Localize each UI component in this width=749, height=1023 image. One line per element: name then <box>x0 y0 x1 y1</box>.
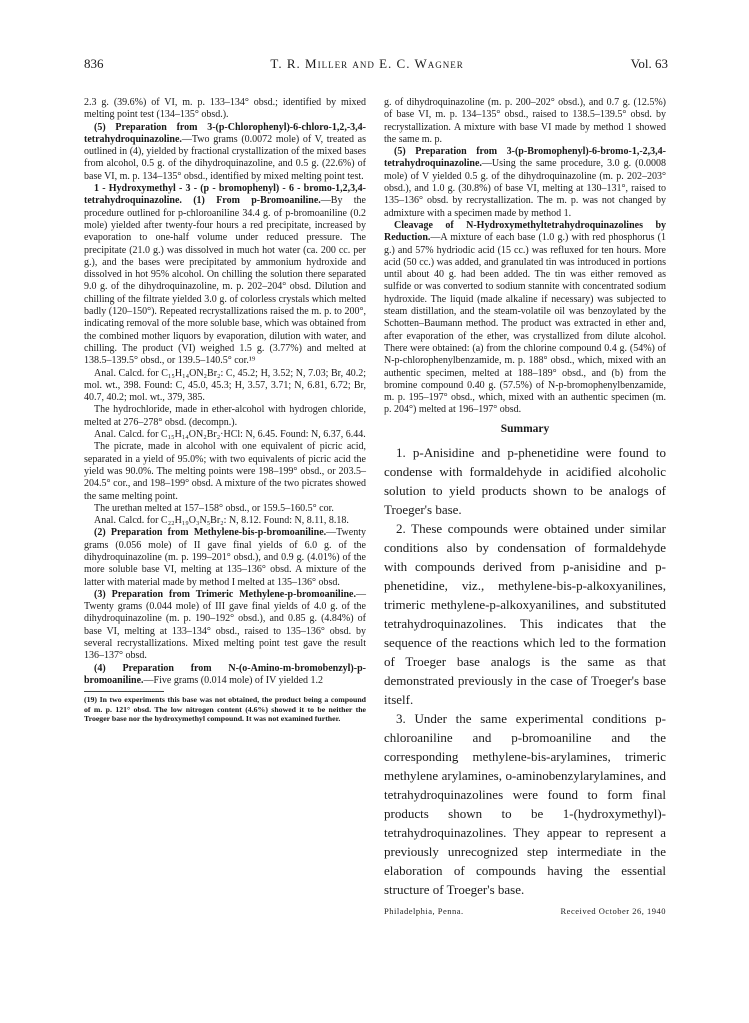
paragraph <box>84 183 366 367</box>
paragraph <box>384 220 666 417</box>
volume-label: Vol. 63 <box>630 56 668 71</box>
paragraph: 2.3 g. (39.6%) of VI, m. p. 133–134° obsd.; identified by mixed melting point test (134–135° obsd.). <box>84 97 366 121</box>
paragraph-text: —Five grams (0.014 mole) of IV yielded 1.2 <box>143 674 324 686</box>
location: Philadelphia, Penna. <box>384 906 464 917</box>
paragraph: The hydrochloride, made in ether-alcohol with hydrogen chloride, melted at 276–278° obsd. (decompn.). <box>84 404 366 428</box>
section-heading: (3) Preparation from Trimeric Methylene-p-bromoaniline. <box>94 588 356 600</box>
page-header <box>84 56 668 78</box>
running-title: T. R. Miller and E. C. Wagner <box>270 56 464 71</box>
signoff <box>384 905 666 917</box>
paragraph <box>84 122 366 183</box>
summary-section <box>384 443 666 899</box>
footnote: (19) In two experiments this base was not obtained, the product being a compound of m. p. 121° obsd. The low nitrogen content (4.6%) showed it to be neither the Troeger base nor the hydroxymethyl compound. It was not examined further. <box>84 695 366 724</box>
paragraph <box>84 663 366 688</box>
summary-item: 1. p-Anisidine and p-phenetidine were found to condense with formaldehyde in acidified alcoholic solution to yield products shown to be analogs of Troeger's base. <box>384 445 666 518</box>
paragraph: The urethan melted at 157–158° obsd., or 159.5–160.5° cor. <box>94 502 334 514</box>
right-column <box>384 97 666 917</box>
section-heading: 1 - Hydroxymethyl - 3 - (p - bromophenyl) - 6 - bromo-1,2,3,4-tetrahydroquinazoline. (1) From p-Bromoaniline. <box>84 183 366 207</box>
summary-heading: Summary <box>500 422 550 435</box>
section-heading: Cleavage of N-Hydroxymethyltetrahydroquinazolines by Reduction. <box>384 219 666 244</box>
analysis-paragraph: Anal. Calcd. for C₂₂H₁₉O₃N₅Br₂: N, 8.12. Found: N, 8.11, 8.18. <box>94 515 349 527</box>
summary-item: 2. These compounds were obtained under similar conditions also by condensation of formaldehyde with compounds derived from p-anisidine and p-phenetidine, viz., methylene-bis-p-alkoxyanilines, trimeric methylene-p-alkoxyanilines, and substituted tetrahydroquinazolines. This indicates that the sequence of the reactions which led to the formation of Troeger base analogs is the same as that demonstrated previously in the case of Troeger's base itself. <box>384 521 666 708</box>
paragraph-text: —A mixture of each base (1.0 g.) with red phosphorus (1 g.) and 57% hydriodic acid (15 cc.) was refluxed for ten hours. More acid (50 cc.) was added, and granulated tin was introduced in portions until about 40 g. had been added. The tin was either removed as sulfide or was converted to sodium stannite with concentrated sodium hydroxide. The liquid (made alkaline if necessary) was subjected to steam distillation, and the steam-volatile oil was benzoylated by the Schotten–Baumann method. The product was extracted in ether and, after evaporation of the ether, was crystallized from dilute alcohol. There were obtained: (a) from the chlorine compound 0.4 g. (54%) of N-p-chlorophenylbenzamide, m. p. 188° obsd., which, mixed with an authentic specimen, melted at 188–189° obsd., and (b) from the bromine compound 0.40 g. (57.5%) of N-p-bromophenylbenzamide, m. p. 195–197° obsd., which, mixed with an authentic specimen (m. p. 204°) melted at 196–197° obsd. <box>384 232 666 416</box>
section-heading: (5) Preparation from 3-(p-Bromophenyl)-6-bromo-1,-2,3,4-tetrahydroquinazoline. <box>384 146 666 170</box>
paragraph-text: —Twenty grams (0.044 mole) of III gave final yields of 4.0 g. of the dihydroquinazoline (m. p. 190–192° obsd.), and 0.85 g. (4.84%) of base VI, melting at 133–134° obsd., raised to 135–136° obsd. by several recrystallizations. Mixed melting point test gave the result 136–137° obsd. <box>84 588 366 662</box>
paragraph <box>84 527 366 588</box>
paragraph-text: —Twenty grams (0.056 mole) of II gave final yields of 6.0 g. of the dihydroquinazoline (m. p. 199–201° obsd.), and 0.9 g. (4.01%) of the more soluble base VI, melting at 135–136° obsd. A mixture of the latter with material made by method I melted at 135–136° obsd. <box>84 527 366 588</box>
paragraph: The picrate, made in alcohol with one equivalent of picric acid, separated in a yield of 95.0%; with two equivalents of picric acid the yield was 90.0%. The melting points were 198–199° obsd., or 203.5–204.5° cor., and 198–199° obsd. A mixture of the two picrates showed the same melting point. <box>84 441 366 502</box>
left-column <box>84 97 366 724</box>
paragraph-text: —Two grams (0.0072 mole) of V, treated as outlined in (4), yielded by fractional crystallization of the mixed bases from alcohol, 0.5 g. of the dihydroquinazoline, and 0.5 g. (22.6%) of base VI, m. p. 134–135° obsd., identified by mixed melting point test. <box>84 133 366 182</box>
section-heading: (5) Preparation from 3-(p-Chlorophenyl)-6-chloro-1,2,-3,4-tetrahydroquinazoline. <box>84 121 366 145</box>
paragraph: g. of dihydroquinazoline (m. p. 200–202° obsd.), and 0.7 g. (12.5%) of base VI, m. p. 134–135° obsd., raised to 138.5–139.5° obsd. by recrystallization. A mixture with base VI made by method 1 showed the same m. p. <box>384 97 666 145</box>
page-number: 836 <box>84 56 104 71</box>
received-date: Received October 26, 1940 <box>560 906 666 917</box>
paragraph <box>384 146 666 220</box>
analysis-paragraph: Anal. Calcd. for C₁₅H₁₄ON₂Br₂: C, 45.2; H, 3.52; N, 7.03; Br, 40.2; mol. wt., 398. Found: C, 45.0, 45.3; H, 3.57, 3.71; N, 6.81, 6.72; Br, 40.7, 40.2; mol. wt., 379, 385. <box>84 367 366 404</box>
analysis-paragraph: Anal. Calcd. for C₁₅H₁₄ON₂Br₂·HCl: N, 6.45. Found: N, 6.37, 6.44. <box>94 429 366 441</box>
section-heading: (4) Preparation from N-(o-Amino-m-bromobenzyl)-p-bromoaniline. <box>84 662 366 686</box>
paragraph-text: —By the procedure outlined for p-chloroaniline 34.4 g. of p-bromoaniline (0.2 mole) yielded after twenty-four hours a red precipitate, increased by evaporation to one-half volume under reduced pressure. The precipitate (21.0 g.) was dissolved in much hot water (ca. 200 cc. per g.), and the bases were precipitated by ammonium hydroxide and dissolved in hot 95% alcohol. On chilling the solution there separated 9.0 g. of the dihydroquinazoline, m. p. 202–204° obsd. Dilution and chilling of the filtrate yielded 3.0 g. of colorless crystals which melted badly (120–150°). Repeated recrystallizations raised the m. p. to 200°, indicating removal of the more soluble base, which was obtained from the combined mother liquors by evaporation, dilution with water, and chilling. The product (VI) weighed 1.5 g. (3.77%) and melted at 138.5–139.5° obsd., or 139.5–140.5° cor.¹⁹ <box>84 195 366 367</box>
paragraph <box>84 589 366 663</box>
footnote-divider <box>84 691 164 692</box>
summary-item: 3. Under the same experimental conditions p-chloroaniline and p-bromoaniline and the corresponding methylene-bis-arylamines, trimeric methylene arylamines, o-aminobenzylarylamines, and tetrahydroquinazolines were found to form final products shown to be 1-(hydroxymethyl)-tetrahydroquinazolines. They appear to represent a previously unrecognized step intermediate in the elaboration of compounds having the essential structure of Troeger's base. <box>384 711 666 898</box>
paragraph-text: —Using the same procedure, 3.0 g. (0.0008 mole) of V yielded 0.5 g. of the dihydroquinazoline (m. p. 202–203° obsd.), and 1.0 g. (30.8%) of base VI, melting at 130–131°, raised to 135–136° obsd. by recrystallization. The m. p. was not changed by admixture with a specimen made by method 1. <box>384 158 666 219</box>
section-heading: (2) Preparation from Methylene-bis-p-bromoaniline. <box>94 527 327 539</box>
